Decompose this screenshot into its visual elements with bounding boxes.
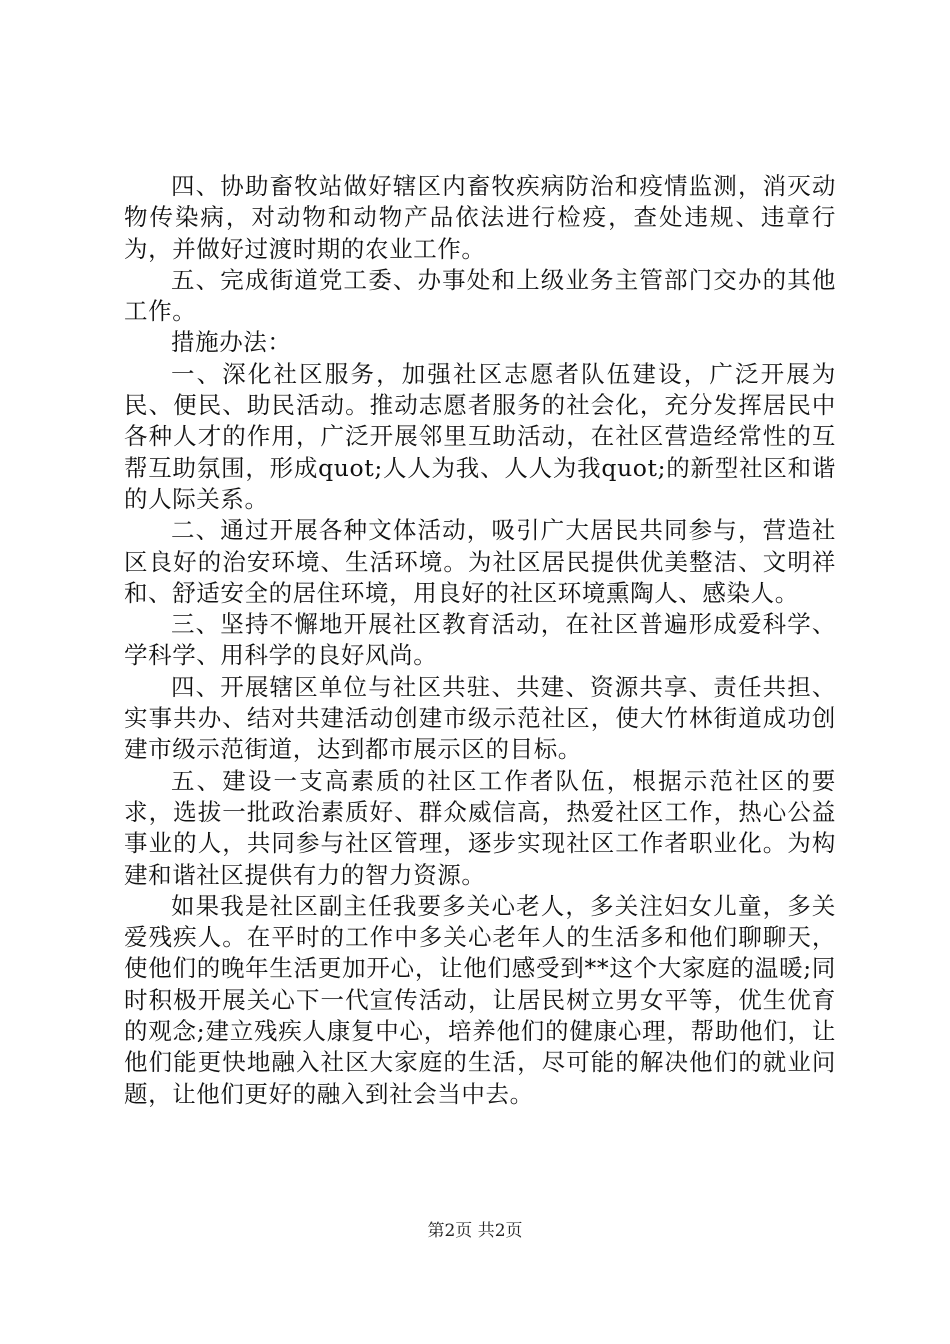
paragraph: 二、通过开展各种文体活动，吸引广大居民共同参与，营造社区良好的治安环境、生活环境。为社区居民提供优美整洁、文明祥和、舒适安全的居住环境，用良好的社区环境熏陶人、感染人。	[124, 516, 836, 607]
page-number-footer: 第2页 共2页	[427, 1221, 523, 1241]
paragraph: 五、建设一支高素质的社区工作者队伍，根据示范社区的要求，选拔一批政治素质好、群众威信高，热爱社区工作，热心公益事业的人，共同参与社区管理，逐步实现社区工作者职业化。为构建和谐社区提供有力的智力资源。	[124, 766, 836, 889]
paragraph: 如果我是社区副主任我要多关心老人，多关注妇女儿童，多关爱残疾人。在平时的工作中多关心老年人的生活多和他们聊聊天，使他们的晚年生活更加开心，让他们感受到**这个大家庭的温暖;同时积极开展关心下一代宣传活动，让居民树立男女平等，优生优育的观念;建立残疾人康复中心，培养他们的健康心理，帮助他们，让他们能更快地融入社区大家庭的生活，尽可能的解决他们的就业问题，让他们更好的融入到社会当中去。	[124, 891, 836, 1108]
paragraph: 一、深化社区服务，加强社区志愿者队伍建设，广泛开展为民、便民、助民活动。推动志愿者服务的社会化，充分发挥居民中各种人才的作用，广泛开展邻里互助活动，在社区营造经常性的互帮互助氛围，形成quot;人人为我、人人为我quot;的新型社区和谐的人际关系。	[124, 359, 836, 513]
document-body	[124, 171, 836, 1110]
paragraph: 四、开展辖区单位与社区共驻、共建、资源共享、责任共担、实事共办、结对共建活动创建市级示范社区，使大竹林街道成功创建市级示范街道，达到都市展示区的目标。	[124, 672, 836, 764]
section-heading: 措施办法：	[171, 328, 292, 357]
paragraph: 三、坚持不懈地开展社区教育活动，在社区普遍形成爱科学、学科学、用科学的良好风尚。	[124, 610, 836, 670]
paragraph: 五、完成街道党工委、办事处和上级业务主管部门交办的其他工作。	[124, 265, 836, 326]
paragraph: 四、协助畜牧站做好辖区内畜牧疾病防治和疫情监测，消灭动物传染病，对动物和动物产品依法进行检疫，查处违规、违章行为，并做好过渡时期的农业工作。	[124, 172, 836, 263]
